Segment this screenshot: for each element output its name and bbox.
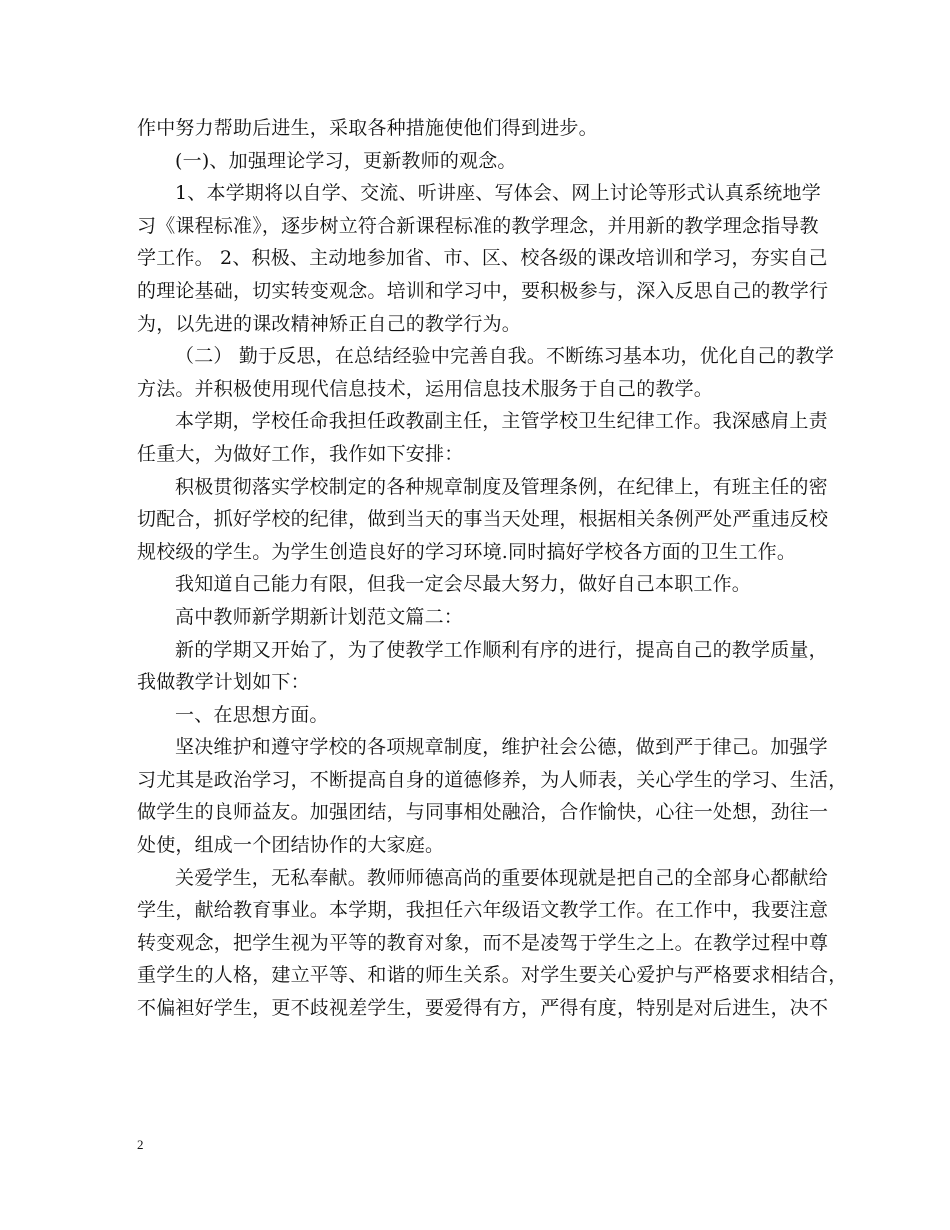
text-line: 处使，组成一个团结协作的大家庭。 xyxy=(137,834,445,857)
text-line: 为，以先进的课改精神矫正自己的教学行为。 xyxy=(137,312,522,335)
page-number: 2 xyxy=(137,1137,144,1152)
text-line: 高中教师新学期新计划范文篇二： xyxy=(175,605,464,628)
text-line: 1、本学期将以自学、交流、听讲座、写体会、网上讨论等形式认真系统地学 xyxy=(175,182,821,205)
text-line: 不偏袒好学生，更不歧视差学生，要爱得有方，严得有度，特别是对后进生，决不 xyxy=(137,997,829,1020)
text-line: 习尤其是政治学习，不断提高自身的道德修养，为人师表，关心学生的学习、生活， xyxy=(137,768,848,791)
text-line: 任重大，为做好工作，我作如下安排： xyxy=(137,442,464,465)
text-line: 规校级的学生。为学生创造良好的学习环境.同时搞好学校各方面的卫生工作。 xyxy=(137,540,797,563)
text-line: 新的学期又开始了，为了使教学工作顺利有序的进行，提高自己的教学质量， xyxy=(175,638,828,661)
text-line: 习《课程标准》，逐步树立符合新课程标准的教学理念，并用新的教学理念指导教 xyxy=(137,214,819,237)
text-line: 我做教学计划如下： xyxy=(137,671,310,694)
text-line: 学生，献给教育事业。本学期，我担任六年级语文教学工作。在工作中，我要注意 xyxy=(137,899,829,922)
text-line: (一)、加强理论学习，更新教师的观念。 xyxy=(175,149,517,172)
text-line: 学工作。 2、积极、主动地参加省、市、区、校各级的课改培训和学习，夯实自己 xyxy=(137,247,828,270)
text-line: 积极贯彻落实学校制定的各种规章制度及管理条例，在纪律上，有班主任的密 xyxy=(175,475,828,498)
text-line: 坚决维护和遵守学校的各项规章制度，维护社会公德，做到严于律己。加强学 xyxy=(175,736,828,759)
text-line: 转变观念，把学生视为平等的教育对象，而不是凌驾于学生之上。在教学过程中尊 xyxy=(137,931,829,954)
text-line: 我知道自己能力有限，但我一定会尽最大努力，做好自己本职工作。 xyxy=(175,573,752,596)
text-line: 本学期，学校任命我担任政教副主任，主管学校卫生纪律工作。我深感肩上责 xyxy=(175,410,828,433)
text-line: 作中努力帮助后进生，采取各种措施使他们得到进步。 xyxy=(137,117,598,139)
text-line: 关爱学生，无私奉献。教师师德高尚的重要体现就是把自己的全部身心都献给 xyxy=(175,866,828,889)
text-line: 做学生的良师益友。加强团结，与同事相处融洽，合作愉快，心往一处想，劲往一 xyxy=(137,801,829,824)
text-line: 一、在思想方面。 xyxy=(175,703,329,726)
text-line: 的理论基础，切实转变观念。培训和学习中，要积极参与，深入反思自己的教学行 xyxy=(137,279,829,302)
text-line: （二） 勤于反思，在总结经验中完善自我。不断练习基本功，优化自己的教学 xyxy=(175,345,835,368)
body-text xyxy=(137,112,848,1025)
text-line: 重学生的人格，建立平等、和谐的师生关系。对学生要关心爱护与严格要求相结合， xyxy=(137,964,848,987)
text-line: 切配合，抓好学校的纪律，做到当天的事当天处理，根据相关条例严处严重违反校 xyxy=(137,508,829,531)
text-line: 方法。并积极使用现代信息技术，运用信息技术服务于自己的教学。 xyxy=(137,377,714,400)
